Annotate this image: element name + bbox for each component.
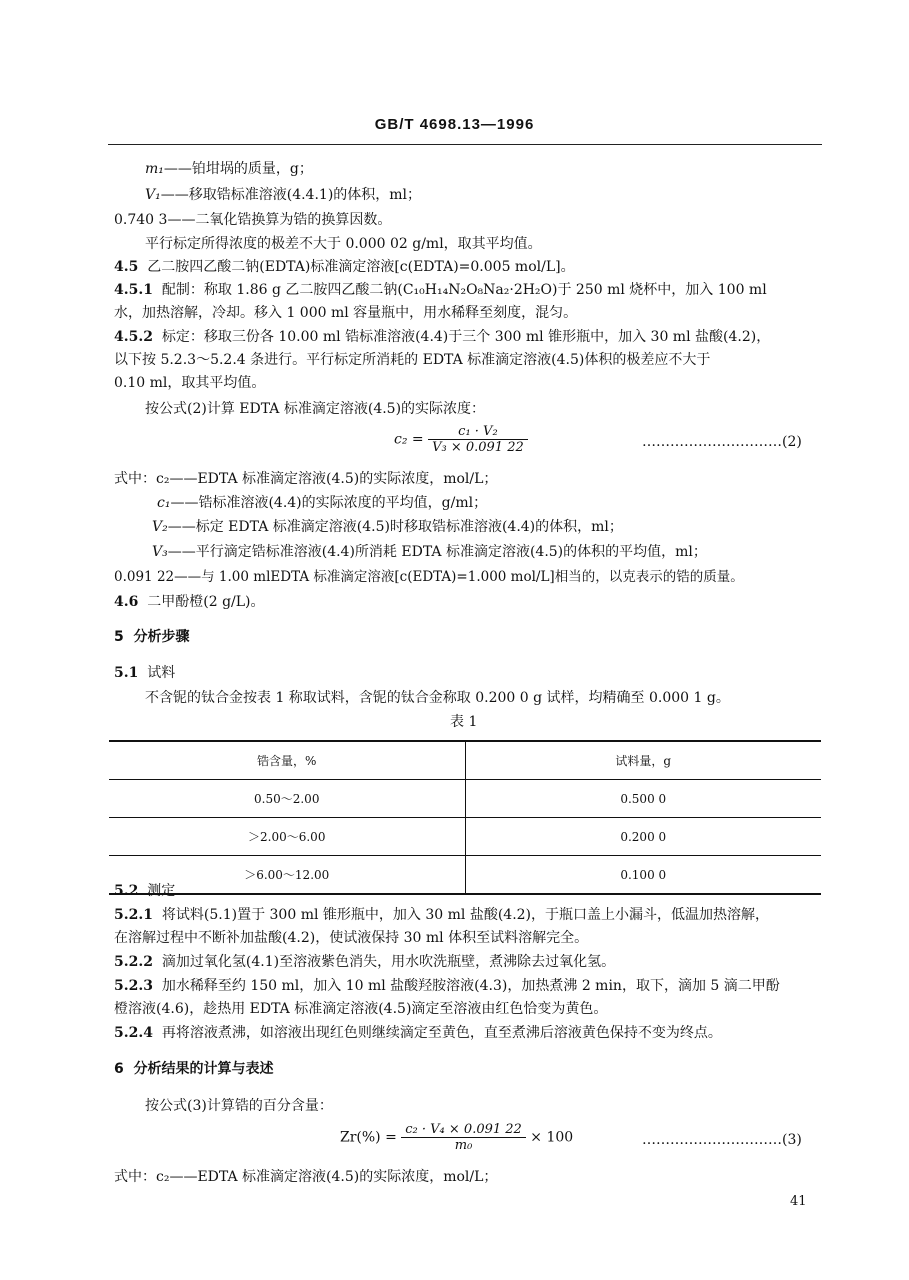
def-desc: ——锆标准溶液(4.4)的实际浓度的平均值，g/ml； [170, 495, 488, 511]
def-factor [114, 211, 391, 229]
section-4-5-1-line2: 水，加热溶解，冷却。移入 1 000 ml 容量瓶中，用水稀释至刻度，混匀。 [114, 305, 578, 321]
table-row [109, 818, 821, 856]
table-row [109, 856, 821, 895]
def-symbol: V₁ [145, 187, 161, 203]
table-header-cell: 锆含量，% [109, 741, 465, 780]
formula-tail: × 100 [530, 1129, 574, 1146]
table-header-row [109, 741, 821, 780]
def-symbol: 0.740 3 [114, 212, 168, 228]
formula-fraction [428, 424, 528, 455]
section-5-heading [114, 628, 190, 646]
formula-3 [340, 1122, 573, 1153]
table-cell: ＞2.00～6.00 [109, 818, 465, 856]
def-desc: ——EDTA 标准滴定溶液(4.5)的实际浓度，mol/L； [169, 471, 498, 487]
section-6-heading [114, 1060, 274, 1078]
section-text: 试料 [147, 665, 176, 681]
table-cell: 0.100 0 [620, 867, 667, 882]
section-text: 将试料(5.1)置于 300 ml 锥形瓶中，加入 30 ml 盐酸(4.2)，于瓶口盖上小漏斗，低温加热溶解， [161, 907, 770, 923]
def-desc: ——EDTA 标准滴定溶液(4.5)的实际浓度，mol/L； [169, 1169, 498, 1185]
table-cell: 0.200 0 [620, 829, 667, 844]
formula-numerator: c₂ · V₄ × 0.091 22 [401, 1122, 526, 1138]
def-v1 [145, 186, 421, 204]
section-5-1-paragraph: 不含铌的钛合金按表 1 称取试料，含铌的钛合金称取 0.200 0 g 试样，均精确至 0.000 1 g。 [145, 690, 730, 706]
sample-mass-table [109, 740, 821, 895]
table-cell: 0.500 0 [620, 791, 667, 806]
formula-lhs: c₂ = [394, 431, 424, 448]
def-symbol: 式中：c₂ [114, 471, 170, 487]
section-4-5-2-line2: 以下按 5.2.3～5.2.4 条进行。平行标定所消耗的 EDTA 标准滴定溶液(4.5)体积的极差应不大于 [114, 352, 711, 368]
section-4-5-1-line1 [114, 281, 767, 299]
def-desc: ——平行滴定锆标准溶液(4.4)所消耗 EDTA 标准滴定溶液(4.5)的体积的平均值，ml； [167, 544, 707, 560]
section-text: 再将溶液煮沸，如溶液出现红色则继续滴定至黄色，直至煮沸后溶液黄色保持不变为终点。 [161, 1025, 722, 1041]
def-c2 [114, 470, 497, 488]
section-text: 加水稀释至约 150 ml，加入 10 ml 盐酸羟胺溶液(4.3)，加热煮沸 2 min，取下，滴加 5 滴二甲酚 [161, 978, 780, 994]
def-factor-edta [114, 568, 744, 586]
formula-2-intro: 按公式(2)计算 EDTA 标准滴定溶液(4.5)的实际浓度： [145, 401, 486, 417]
def-v2 [152, 518, 623, 536]
section-5-2-3-line2: 橙溶液(4.6)，趁热用 EDTA 标准滴定溶液(4.5)滴定至溶液由红色恰变为黄色。 [114, 1001, 608, 1017]
section-text: 二甲酚橙(2 g/L)。 [147, 594, 265, 610]
section-number: 4.6 [114, 594, 139, 610]
page-number: 41 [790, 1194, 807, 1209]
formula-2 [394, 424, 528, 455]
table-caption: 表 1 [450, 714, 478, 730]
def-desc: ——二氧化锆换算为锆的换算因数。 [167, 212, 392, 228]
section-text: 配制：称取 1.86 g 乙二胺四乙酸二钠(C₁₀H₁₄N₂O₈Na₂·2H₂O)于 250 ml 烧杯中，加入 100 ml [161, 282, 767, 298]
section-5-2-2 [114, 953, 615, 971]
section-number: 5.1 [114, 665, 139, 681]
def-symbol: V₃ [152, 544, 168, 560]
def-symbol: V₂ [152, 519, 168, 535]
formula-numerator: c₁ · V₂ [428, 424, 528, 440]
section-number: 5.2.1 [114, 907, 153, 923]
def-m1 [145, 160, 313, 178]
table-cell: 0.50～2.00 [109, 780, 465, 818]
header-rule [108, 144, 822, 145]
def-desc: ——标定 EDTA 标准滴定溶液(4.5)时移取锆标准溶液(4.4)的体积，ml； [167, 519, 623, 535]
def-v3 [152, 543, 707, 561]
section-number: 5.2.2 [114, 954, 153, 970]
def-c1 [157, 494, 487, 512]
section-5-2-4 [114, 1024, 722, 1042]
formula-lhs: Zr(%) = [340, 1129, 397, 1146]
section-text: 滴加过氧化氢(4.1)至溶液紫色消失，用水吹洗瓶壁，煮沸除去过氧化氢。 [161, 954, 616, 970]
section-number: 5.2.4 [114, 1025, 153, 1041]
def-symbol: c₁ [157, 495, 171, 511]
section-4-6 [114, 593, 265, 611]
section-text: 分析步骤 [133, 629, 190, 645]
section-number: 4.5 [114, 259, 139, 275]
section-text: 测定 [147, 883, 176, 899]
section-4-5-2-line1 [114, 328, 770, 346]
section-text: 标定：移取三份各 10.00 ml 锆标准溶液(4.4)于三个 300 ml 锥形瓶中，加入 30 ml 盐酸(4.2)， [161, 329, 771, 345]
formula-denominator: V₃ × 0.091 22 [432, 440, 524, 455]
section-5-2-1-line1 [114, 906, 769, 924]
range-paragraph: 平行标定所得浓度的极差不大于 0.000 02 g/ml，取其平均值。 [145, 236, 542, 252]
section-text: 分析结果的计算与表述 [133, 1061, 274, 1077]
def-symbol: 0.091 22 [114, 569, 175, 585]
section-number: 4.5.1 [114, 282, 153, 298]
section-4-5 [114, 258, 575, 276]
def-desc: ——与 1.00 mlEDTA 标准滴定溶液[c(EDTA)=1.000 mol/L]相当的，以克表示的锆的质量。 [174, 569, 744, 585]
standard-code-header: GB/T 4698.13—1996 [374, 116, 535, 133]
section-text: 乙二胺四乙酸二钠(EDTA)标准滴定溶液[c(EDTA)=0.005 mol/L]。 [147, 259, 575, 275]
formula-2-number: …………………………(2) [642, 434, 802, 450]
table-cell: ＞6.00～12.00 [109, 856, 465, 895]
formula-fraction [401, 1122, 526, 1153]
section-number: 5 [114, 629, 124, 645]
section-number: 5.2 [114, 883, 139, 899]
def-symbol: 式中：c₂ [114, 1169, 170, 1185]
table-row [109, 780, 821, 818]
formula-3-number: …………………………(3) [642, 1132, 802, 1148]
section-number: 5.2.3 [114, 978, 153, 994]
section-number: 4.5.2 [114, 329, 153, 345]
section-4-5-2-line3: 0.10 ml，取其平均值。 [114, 375, 266, 391]
section-5-2-3-line1 [114, 977, 780, 995]
def-symbol: m₁ [145, 161, 164, 177]
section-5-1 [114, 664, 175, 682]
formula-3-intro: 按公式(3)计算锆的百分含量： [145, 1098, 333, 1114]
section-5-2-1-line2: 在溶解过程中不断补加盐酸(4.2)，使试液保持 30 ml 体积至试料溶解完全。 [114, 930, 589, 946]
def-c2-final [114, 1168, 497, 1186]
table-header-cell: 试料量，g [615, 754, 672, 768]
section-number: 6 [114, 1061, 124, 1077]
def-desc: ——铂坩埚的质量，g； [163, 161, 313, 177]
def-desc: ——移取锆标准溶液(4.4.1)的体积，ml； [160, 187, 422, 203]
formula-denominator: m₀ [454, 1138, 473, 1153]
section-5-2 [114, 882, 175, 900]
